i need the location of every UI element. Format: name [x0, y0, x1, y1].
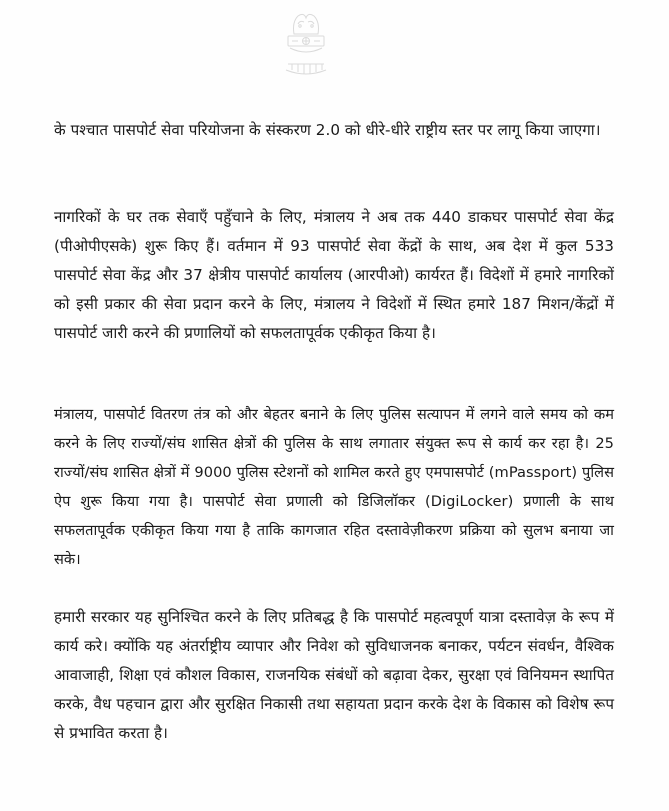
paragraph-1: के पश्चात पासपोर्ट सेवा परियोजना के संस्करण 2.0 को धीरे-धीरे राष्ट्रीय स्तर पर लागू किया जाएगा। — [54, 121, 601, 139]
paragraph-4: हमारी सरकार यह सुनिश्चित करने के लिए प्रतिबद्ध है कि पासपोर्ट महत्वपूर्ण यात्रा दस्तावेज़ के रूप में कार्य करे। क्योंकि यह अंतर्राष्ट्रीय व्यापार और निवेश को सुविधाजनक बनाकर, पर्यटन संवर्धन, वैश्विक आवाजाही, शिक्षा एवं कौशल विकास, राजनयिक संबंधों को बढ़ावा देकर, सुरक्षा एवं विनियमन स्थापित करके, वैध पहचान द्वारा और सुरक्षित निकासी तथा सहायता प्रदान करके देश के विकास को विशेष रूप से प्रभावित करता है। — [54, 608, 614, 742]
paragraph-2: नागरिकों के घर तक सेवाएँ पहुँचाने के लिए, मंत्रालय ने अब तक 440 डाकघर पासपोर्ट सेवा केंद्र (पीओपीएसके) शुरू किए हैं। वर्तमान में 93 पासपोर्ट सेवा केंद्रों के साथ, अब देश में कुल 533 पासपोर्ट सेवा केंद्र और 37 क्षेत्रीय पासपोर्ट कार्यालय (आरपीओ) कार्यरत हैं। विदेशों में हमारे नागरिकों को इसी प्रकार की सेवा प्रदान करने के लिए, मंत्रालय ने विदेशों में स्थित हमारे 187 मिशन/केंद्रों में पासपोर्ट जारी करने की प्रणालियों को सफलतापूर्वक एकीकृत किया है। — [54, 208, 614, 342]
state-emblem-icon — [278, 4, 334, 88]
paragraph-3: मंत्रालय, पासपोर्ट वितरण तंत्र को और बेहतर बनाने के लिए पुलिस सत्यापन में लगने वाले समय को कम करने के लिए राज्यों/संघ शासित क्षेत्रों की पुलिस के साथ लगातार संयुक्त रूप से कार्य कर रहा है। 25 राज्यों/संघ शासित क्षेत्रों में 9000 पुलिस स्टेशनों को शामिल करते हुए एमपासपोर्ट (mPassport) पुलिस ऐप शुरू किया गया है। पासपोर्ट सेवा प्रणाली को डिजिलॉकर (DigiLocker) प्रणाली के साथ सफलतापूर्वक एकीकृत किया गया है ताकि कागजात रहित दस्तावेज़ीकरण प्रक्रिया को सुलभ बनाया जा सके। — [54, 406, 614, 568]
